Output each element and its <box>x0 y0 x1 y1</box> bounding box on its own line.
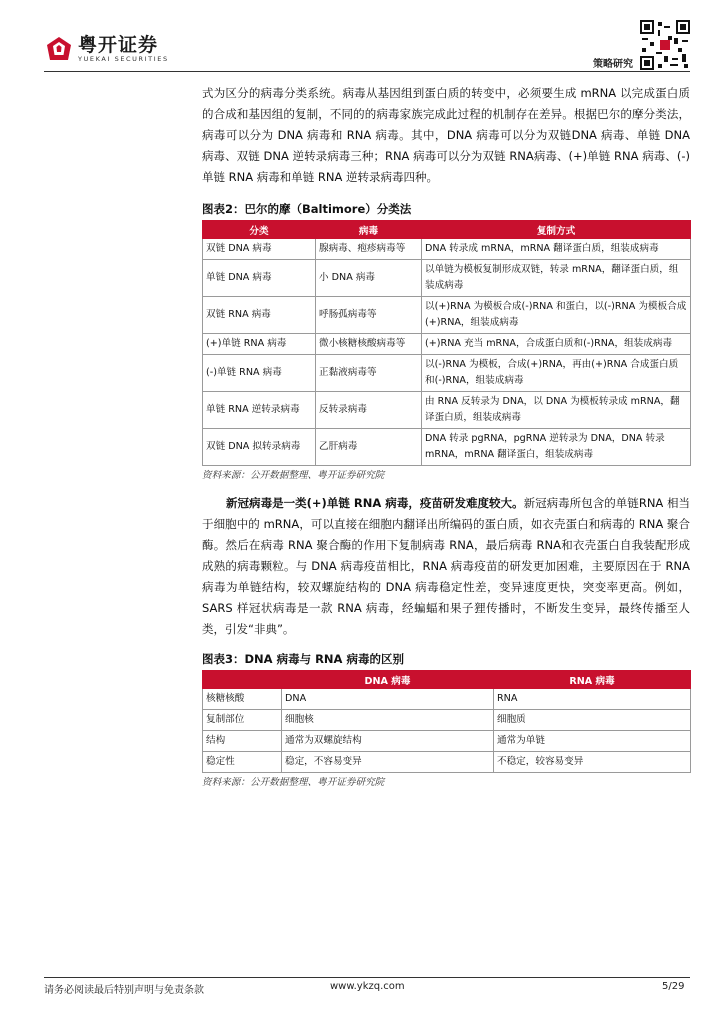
attribute-cell: 核糖核酸 <box>203 689 282 710</box>
figure-3-source: 资料来源：公开数据整理、粤开证券研究院 <box>202 777 385 788</box>
footer-divider <box>44 977 690 978</box>
method-cell: DNA 转录 pgRNA，pgRNA 逆转录为 DNA，DNA 转录 mRNA，mRNA 翻译蛋白，组装成病毒 <box>422 429 691 466</box>
dna-cell: 细胞核 <box>282 710 494 731</box>
attribute-cell: 结构 <box>203 731 282 752</box>
dna-cell: 稳定，不容易变异 <box>282 752 494 773</box>
footer-website-link[interactable]: www.ykzq.com <box>330 981 405 992</box>
category-cell: (-)单链 RNA 病毒 <box>203 355 316 392</box>
table-row <box>203 392 691 429</box>
header-virus: 病毒 <box>316 221 422 239</box>
virus-cell: 腺病毒、疱疹病毒等 <box>316 239 422 260</box>
report-section-label: 策略研究 <box>593 59 633 70</box>
header-category: 分类 <box>203 221 316 239</box>
logo-chinese-name: 粤开证券 <box>78 34 159 56</box>
yuekai-logo-icon <box>44 34 74 64</box>
page-header <box>0 0 724 80</box>
virus-cell: 乙肝病毒 <box>316 429 422 466</box>
virus-cell: 小 DNA 病毒 <box>316 260 422 297</box>
header-rna-virus: RNA 病毒 <box>494 671 691 689</box>
rna-cell: 不稳定，较容易变异 <box>494 752 691 773</box>
table-header-row <box>203 221 691 239</box>
table-row <box>203 297 691 334</box>
method-cell: 以(+)RNA 为模板合成(-)RNA 和蛋白，以(-)RNA 为模板合成(+)RNA，组装成病毒 <box>422 297 691 334</box>
virus-cell: 呼肠孤病毒等 <box>316 297 422 334</box>
virus-cell: 微小核糖核酸病毒等 <box>316 334 422 355</box>
method-cell: (+)RNA 充当 mRNA，合成蛋白质和(-)RNA，组装成病毒 <box>422 334 691 355</box>
method-cell: 以单链为模板复制形成双链，转录 mRNA，翻译蛋白质，组装成病毒 <box>422 260 691 297</box>
method-cell: 由 RNA 反转录为 DNA，以 DNA 为模板转录成 mRNA，翻译蛋白质，组装成病毒 <box>422 392 691 429</box>
baltimore-classification-table <box>202 220 691 466</box>
table-header-row <box>203 671 691 689</box>
table-row <box>203 710 691 731</box>
report-body <box>202 80 690 790</box>
table-row <box>203 689 691 710</box>
covid-paragraph <box>202 493 690 640</box>
header-dna-virus: DNA 病毒 <box>282 671 494 689</box>
attribute-cell: 复制部位 <box>203 710 282 731</box>
rna-cell: 通常为单链 <box>494 731 691 752</box>
figure-2-source: 资料来源：公开数据整理、粤开证券研究院 <box>202 470 385 481</box>
category-cell: 单链 DNA 病毒 <box>203 260 316 297</box>
page-number: 5/29 <box>662 981 685 992</box>
figure-2-title: 图表2：巴尔的摩（Baltimore）分类法 <box>202 202 412 216</box>
table-row <box>203 334 691 355</box>
virus-cell: 反转录病毒 <box>316 392 422 429</box>
method-cell: DNA 转录成 mRNA，mRNA 翻译蛋白质，组装成病毒 <box>422 239 691 260</box>
category-cell: 双链 DNA 拟转录病毒 <box>203 429 316 466</box>
footer-disclaimer: 请务必阅读最后特别声明与免责条款 <box>44 985 204 996</box>
header-blank <box>203 671 282 689</box>
category-cell: 双链 DNA 病毒 <box>203 239 316 260</box>
covid-lead-sentence: 新冠病毒是一类(+)单链 RNA 病毒，疫苗研发难度较大。 <box>226 496 524 510</box>
company-logo <box>44 34 169 64</box>
table-row <box>203 731 691 752</box>
table-row <box>203 239 691 260</box>
covid-body-text: 新冠病毒所包含的单链RNA 相当于细胞中的 mRNA，可以直接在细胞内翻译出所编码的蛋白质，如衣壳蛋白和病毒的 RNA 聚合酶。然后在病毒 RNA 聚合酶的作用下复制病毒 RNA，最后病毒 RNA和衣壳蛋白自我装配形成成熟的病毒颗粒。与 DNA 病毒疫苗相比，RNA 病毒疫苗的研发更加困难，主要原因在于 RNA 病毒为单链结构，较双螺旋结构的 DNA 病毒稳定性差，变异速度更快，突变率更高。例如，SARS 样冠状病毒是一款 RNA 病毒，经蝙蝠和果子狸传播时，不断发生变异，最终传播至人类，引发“非典”。 <box>202 496 690 636</box>
attribute-cell: 稳定性 <box>203 752 282 773</box>
table-row <box>203 355 691 392</box>
dna-cell: DNA <box>282 689 494 710</box>
figure-3-title: 图表3：DNA 病毒与 RNA 病毒的区别 <box>202 652 404 666</box>
header-divider <box>44 71 690 72</box>
category-cell: 双链 RNA 病毒 <box>203 297 316 334</box>
category-cell: 单链 RNA 逆转录病毒 <box>203 392 316 429</box>
qr-code-icon <box>640 20 690 70</box>
method-cell: 以(-)RNA 为模板，合成(+)RNA，再由(+)RNA 合成蛋白质和(-)RNA，组装成病毒 <box>422 355 691 392</box>
table-row <box>203 260 691 297</box>
logo-english-name: YUEKAI SECURITIES <box>78 55 169 63</box>
virus-cell: 正黏液病毒等 <box>316 355 422 392</box>
table-row <box>203 752 691 773</box>
dna-cell: 通常为双螺旋结构 <box>282 731 494 752</box>
category-cell: (+)单链 RNA 病毒 <box>203 334 316 355</box>
header-replication: 复制方式 <box>422 221 691 239</box>
intro-paragraph: 式为区分的病毒分类系统。病毒从基因组到蛋白质的转变中，必须要生成 mRNA 以完成蛋白质的合成和基因组的复制，不同的的病毒家族完成此过程的机制存在差异。根据巴尔的摩分类法，病毒可以分为 DNA 病毒和 RNA 病毒。其中，DNA 病毒可以分为双链DNA 病毒、单链 DNA 病毒、双链 DNA 逆转录病毒三种；RNA 病毒可以分为双链 RNA病毒、(+)单链 RNA 病毒、(-)单链 RNA 病毒和单链 RNA 逆转录病毒四种。 <box>202 86 691 184</box>
rna-cell: RNA <box>494 689 691 710</box>
dna-rna-comparison-table <box>202 670 691 773</box>
table-row <box>203 429 691 466</box>
rna-cell: 细胞质 <box>494 710 691 731</box>
